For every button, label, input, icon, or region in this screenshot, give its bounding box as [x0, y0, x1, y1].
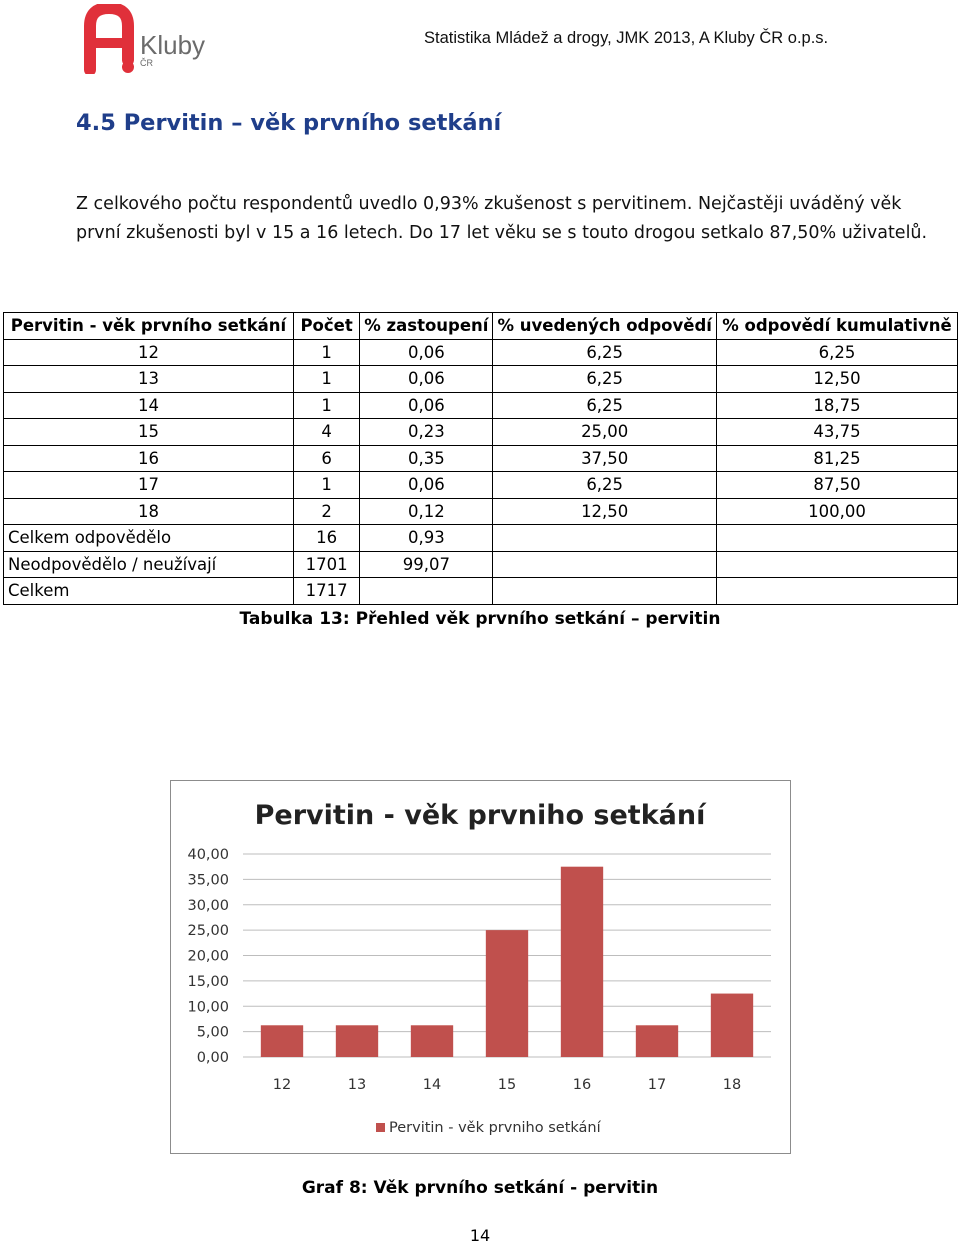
x-tick-label: 14	[422, 1077, 442, 1093]
legend-label: Pervitin - věk prvniho setkání	[389, 1120, 601, 1136]
table-summary-row	[4, 525, 958, 552]
y-tick-label: 40,00	[187, 847, 229, 863]
table-cell: 12,50	[716, 366, 957, 393]
table-cell: 25,00	[493, 419, 716, 446]
table-cell: 6,25	[493, 392, 716, 419]
section-title: 4.5 Pervitin – věk prvního setkání	[76, 110, 502, 136]
table-cell: Celkem	[4, 578, 294, 605]
table-cell	[716, 578, 957, 605]
table-cell: Neodpovědělo / neužívají	[4, 551, 294, 578]
table-summary-row	[4, 551, 958, 578]
table-cell: 87,50	[716, 472, 957, 499]
intro-paragraph	[76, 190, 936, 248]
logo-subtext: ČR	[140, 58, 153, 68]
chart-frame	[170, 780, 791, 1154]
table-cell: 12,50	[493, 498, 716, 525]
x-tick-label: 12	[272, 1077, 292, 1093]
chart-bar	[561, 867, 603, 1057]
table-cell: 0,06	[360, 339, 493, 366]
chart-bar	[486, 930, 528, 1057]
page-number: 14	[469, 1226, 491, 1245]
table-row	[4, 472, 958, 499]
legend-swatch	[376, 1123, 385, 1132]
table-cell: 6,25	[493, 339, 716, 366]
y-tick-label: 5,00	[196, 1024, 229, 1041]
chart-bar	[636, 1025, 678, 1057]
table-cell: 100,00	[716, 498, 957, 525]
data-table	[3, 312, 958, 605]
table-cell: 1717	[293, 578, 359, 605]
bar-chart	[171, 781, 790, 1153]
table-cell: 13	[4, 366, 294, 393]
table-cell: 1701	[293, 551, 359, 578]
y-tick-label: 10,00	[187, 999, 229, 1016]
table-cell: 14	[4, 392, 294, 419]
column-header: % uvedených odpovědí	[493, 313, 716, 340]
x-tick-label: 17	[647, 1077, 667, 1093]
table-cell	[716, 551, 957, 578]
table-header-row	[4, 313, 958, 340]
table-cell: 1	[293, 339, 359, 366]
table-cell: 1	[293, 366, 359, 393]
chart-bar	[261, 1025, 303, 1057]
column-header: % zastoupení	[360, 313, 493, 340]
table-row	[4, 339, 958, 366]
column-header: Počet	[293, 313, 359, 340]
chart-bar	[336, 1025, 378, 1057]
table-cell: 1	[293, 392, 359, 419]
chart-bar	[411, 1025, 453, 1057]
table-cell: 16	[4, 445, 294, 472]
table-cell: 4	[293, 419, 359, 446]
header-title: Statistika Mládež a drogy, JMK 2013, A Kluby ČR o.p.s.	[424, 29, 829, 47]
table-row	[4, 419, 958, 446]
table-cell: 0,06	[360, 472, 493, 499]
table-cell: 43,75	[716, 419, 957, 446]
y-tick-label: 15,00	[187, 973, 229, 990]
y-tick-label: 25,00	[187, 923, 229, 940]
chart-title: Pervitin - věk prvniho setkání	[254, 800, 706, 831]
table-cell	[493, 551, 716, 578]
table-cell: 2	[293, 498, 359, 525]
intro-line-2: první zkušenosti byl v 15 a 16 letech. Do 17 let věku se s touto drogou setkalo 87,50% uživatelů.	[76, 223, 928, 243]
table-cell: 6,25	[493, 472, 716, 499]
y-tick-label: 0,00	[196, 1050, 229, 1066]
table-row	[4, 445, 958, 472]
y-tick-label: 20,00	[187, 948, 229, 965]
table-cell: 0,12	[360, 498, 493, 525]
chart-caption: Graf 8: Věk prvního setkání - pervitin	[301, 1178, 659, 1198]
table-cell	[493, 578, 716, 605]
y-tick-label: 35,00	[187, 872, 229, 889]
table-cell: 0,06	[360, 366, 493, 393]
table-cell: 0,23	[360, 419, 493, 446]
table-caption: Tabulka 13: Přehled věk prvního setkání – pervitin	[239, 609, 721, 629]
column-header: Pervitin - věk prvního setkání	[4, 313, 294, 340]
table-cell: 6,25	[493, 366, 716, 393]
table-cell: 12	[4, 339, 294, 366]
logo	[84, 4, 214, 74]
table-cell: 6	[293, 445, 359, 472]
table-row	[4, 366, 958, 393]
table-cell	[493, 525, 716, 552]
table-cell: 17	[4, 472, 294, 499]
logo-mark-icon	[84, 4, 214, 74]
logo-text: Kluby	[140, 30, 206, 60]
table-cell: 18,75	[716, 392, 957, 419]
table-cell: 99,07	[360, 551, 493, 578]
y-tick-label: 30,00	[187, 897, 229, 914]
table-cell: 0,06	[360, 392, 493, 419]
table-cell: 6,25	[716, 339, 957, 366]
table-cell: 15	[4, 419, 294, 446]
column-header: % odpovědí kumulativně	[716, 313, 957, 340]
x-tick-label: 13	[347, 1077, 367, 1093]
table-cell: Celkem odpovědělo	[4, 525, 294, 552]
table-cell: 18	[4, 498, 294, 525]
table-row	[4, 498, 958, 525]
table-row	[4, 392, 958, 419]
table-summary-row	[4, 578, 958, 605]
x-tick-label: 18	[722, 1077, 742, 1093]
table-cell: 16	[293, 525, 359, 552]
intro-line-1: Z celkového počtu respondentů uvedlo 0,93% zkušenost s pervitinem. Nejčastěji uváděný věk	[76, 194, 902, 214]
table-body	[4, 339, 958, 604]
table-cell	[360, 578, 493, 605]
table-cell: 0,35	[360, 445, 493, 472]
table-cell	[716, 525, 957, 552]
x-tick-label: 15	[497, 1077, 517, 1093]
x-tick-label: 16	[572, 1077, 592, 1093]
chart-bar	[711, 994, 753, 1057]
table-cell: 0,93	[360, 525, 493, 552]
table-cell: 81,25	[716, 445, 957, 472]
table-cell: 1	[293, 472, 359, 499]
table-cell: 37,50	[493, 445, 716, 472]
